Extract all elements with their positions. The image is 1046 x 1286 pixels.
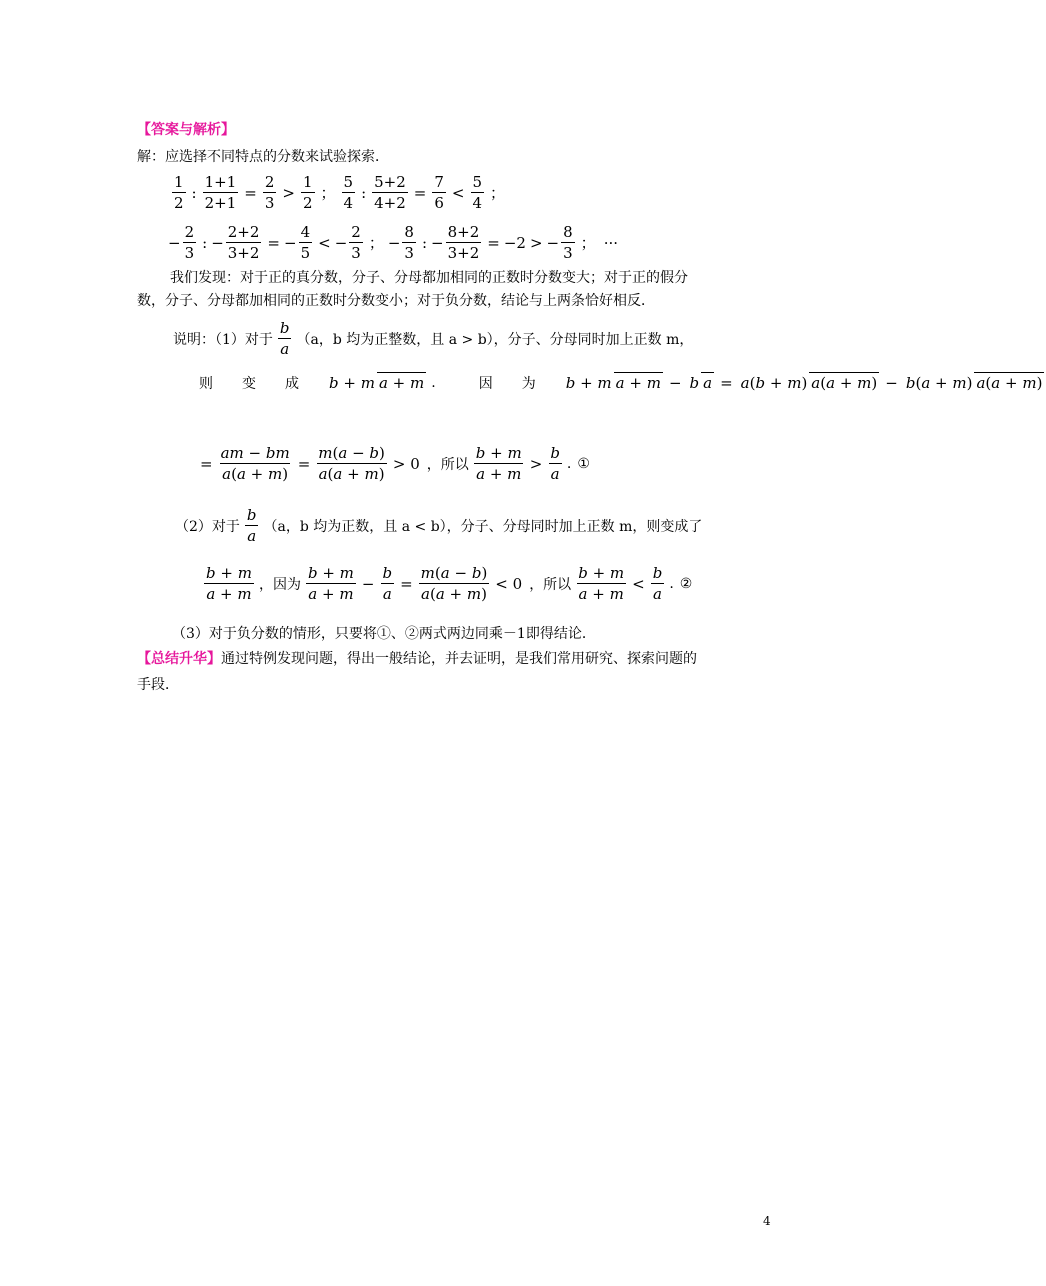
fraction: b(a + m) a(a + m) [905,374,1043,392]
fraction: $\frac{b + m}{a + m}$ [307,564,354,603]
fraction: a(b + m) a(a + m) [740,374,878,392]
fraction: $\frac{m(a - b)}{a(a + m)}$ [420,564,488,603]
fraction: $\frac{b}{a}$ [652,564,663,603]
fraction: $\frac{8}{3}$ [563,223,573,262]
fraction: $\frac{2}{3}$ [184,223,195,262]
note-1-derivation: = $\frac{am - bm}{a(a + m)}$ = $\frac{m(a - b)}{a(a + m)}$ > 0 ，所以 $\frac{b + m}{a + m}$ > $\frac{b}{a}$ . ① [200,444,590,483]
fraction: $\frac{b + m}{a + m}$ [475,444,522,483]
fraction: $\frac{2+2}{3+2}$ [227,223,260,262]
fraction: b + m a + m [329,374,425,392]
finding-line-1: 我们发现：对于正的真分数，分子、分母都加相同的正数时分数变大；对于正的假分 [170,270,688,286]
fraction: $\frac{4}{5}$ [300,223,311,262]
finding-line-2: 数，分子、分母都加相同的正数时分数变小；对于负分数，结论与上两条恰好相反． [137,293,655,309]
fraction: $\frac{1}{2}$ [302,173,313,212]
summary-line-2: 手段． [137,677,179,693]
fraction: $\frac{b + m}{a + m}$ [206,564,252,603]
fraction: $\frac{8+2}{3+2}$ [447,223,480,262]
fraction: b a [689,374,713,392]
summary-heading: 【总结升华】 [137,651,221,667]
fraction: $\frac{5}{4}$ [343,173,354,212]
note-2-derivation: $\frac{b + m}{a + m}$ ，因为 $\frac{b + m}{a + m}$ − $\frac{b}{a}$ = $\frac{m(a - b)}{a(a + m)}$ < 0 ，所以 $\frac{b + m}{a + m}$ < $\frac{b}{a}$ . ② [206,564,693,603]
fraction: $\frac{am - bm}{a(a + m)}$ [220,444,290,483]
fraction: $\frac{b}{a}$ [550,444,560,483]
note-1-then-line: 则 变 成 b + m a + m . 因 为 b + m a + m − b a = a(b + m) a(a + m) − b(a + m) a(a + m) [199,373,1043,392]
example-line-2: − $\frac{2}{3}$ : − $\frac{2+2}{3+2}$ = − $\frac{4}{5}$ < − $\frac{2}{3}$ ； − $\frac{8}{3}$ : − $\frac{8+2}{3+2}$ = −2 > − $\frac{8}{3}$ ； ··· [168,223,618,262]
fraction: $\frac{1+1}{2+1}$ [204,173,237,212]
fraction: $\frac{m(a - b)}{a(a + m)}$ [318,444,385,483]
note-3: （3）对于负分数的情形，只要将①、②两式两边同乘－1即得结论． [172,626,596,642]
summary-line-1: 【总结升华】通过特例发现问题，得出一般结论，并去证明，是我们常用研究、探索问题的 [137,651,697,667]
note-1-line: 说明：（1）对于 $\frac{b}{a}$ （a，b 均为正整数，且 a > b），分子、分母同时加上正数 m， [173,319,694,358]
fraction: $\frac{2}{3}$ [351,223,361,262]
note-2-line: （2）对于 $\frac{b}{a}$ （a，b 均为正数，且 a < b），分子、分母同时加上正数 m，则变成了 [175,506,703,545]
fraction: $\frac{b + m}{a + m}$ [578,564,625,603]
fraction: b + m a + m [565,374,661,392]
fraction: $\frac{7}{6}$ [434,173,444,212]
intro-text: 解：应选择不同特点的分数来试验探索． [137,149,389,165]
fraction: $\frac{b}{a}$ [382,564,393,603]
fraction-b-over-a: $\frac{b}{a}$ [279,319,290,358]
fraction: $\frac{8}{3}$ [404,223,414,262]
fraction-b-over-a: $\frac{b}{a}$ [246,506,257,545]
page-number: 4 [763,1214,771,1228]
answer-heading: 【答案与解析】 [137,122,235,138]
fraction: $\frac{1}{2}$ [174,173,184,212]
fraction: $\frac{2}{3}$ [264,173,275,212]
fraction: $\frac{5}{4}$ [472,173,483,212]
fraction: $\frac{5+2}{4+2}$ [374,173,406,212]
example-line-1: $\frac{1}{2}$ : $\frac{1+1}{2+1}$ = $\frac{2}{3}$ > $\frac{1}{2}$ ； $\frac{5}{4}$ : $\frac{5+2}{4+2}$ = $\frac{7}{6}$ < $\frac{5}{4}$ ； [174,173,506,212]
